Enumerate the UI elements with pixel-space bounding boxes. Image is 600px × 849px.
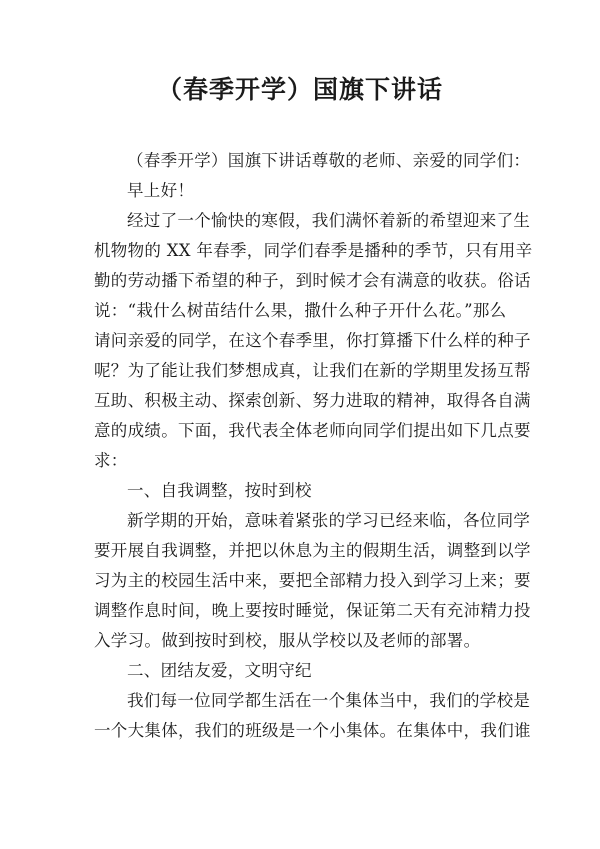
paragraph-line: 机物物的 XX 年春季，同学们春季是播种的季节，只有用辛 <box>94 241 533 260</box>
paragraph-line: 勤的劳动播下希望的种子，到时候才会有满意的收获。俗话 <box>94 271 531 290</box>
greeting-line: 早上好！ <box>127 181 195 200</box>
paragraph-line: 请问亲爱的同学，在这个春季里，你打算播下什么样的种子 <box>94 331 531 350</box>
paragraph-line: 一个大集体，我们的班级是一个小集体。在集体中，我们谁 <box>94 721 531 740</box>
paragraph-line: 入学习。做到按时到校，服从学校以及老师的部署。 <box>94 631 481 650</box>
paragraph-line: 互助、积极主动、探索创新、努力进取的精神，取得各自满 <box>94 391 531 410</box>
paragraph-line: 经过了一个愉快的寒假，我们满怀着新的希望迎来了生 <box>127 211 531 230</box>
paragraph-line: 呢？为了能让我们梦想成真，让我们在新的学期里发扬互帮 <box>94 361 531 380</box>
salutation-line: （春季开学）国旗下讲话尊敬的老师、亲爱的同学们： <box>127 151 531 170</box>
section-heading: 二、团结友爱，文明守纪 <box>127 661 312 680</box>
paragraph-line: 求： <box>94 451 128 470</box>
paragraph-line: 要开展自我调整，并把以休息为主的假期生活，调整到以学 <box>94 541 531 560</box>
paragraph-line: 调整作息时间，晚上要按时睡觉，保证第二天有充沛精力投 <box>94 601 531 620</box>
paragraph-line: 意的成绩。下面，我代表全体老师向同学们提出如下几点要 <box>94 421 531 440</box>
document-title: （春季开学）国旗下讲话 <box>156 75 443 104</box>
paragraph-line: 习为主的校园生活中来，要把全部精力投入到学习上来；要 <box>94 571 531 590</box>
paragraph-line: 新学期的开始，意味着紧张的学习已经来临，各位同学 <box>127 511 531 530</box>
paragraph-line: 说：“栽什么树苗结什么果，撒什么种子开什么花。”那么 <box>94 301 507 320</box>
section-heading: 一、自我调整，按时到校 <box>127 481 312 500</box>
document-body <box>94 146 533 746</box>
paragraph-line: 我们每一位同学都生活在一个集体当中，我们的学校是 <box>127 691 531 710</box>
